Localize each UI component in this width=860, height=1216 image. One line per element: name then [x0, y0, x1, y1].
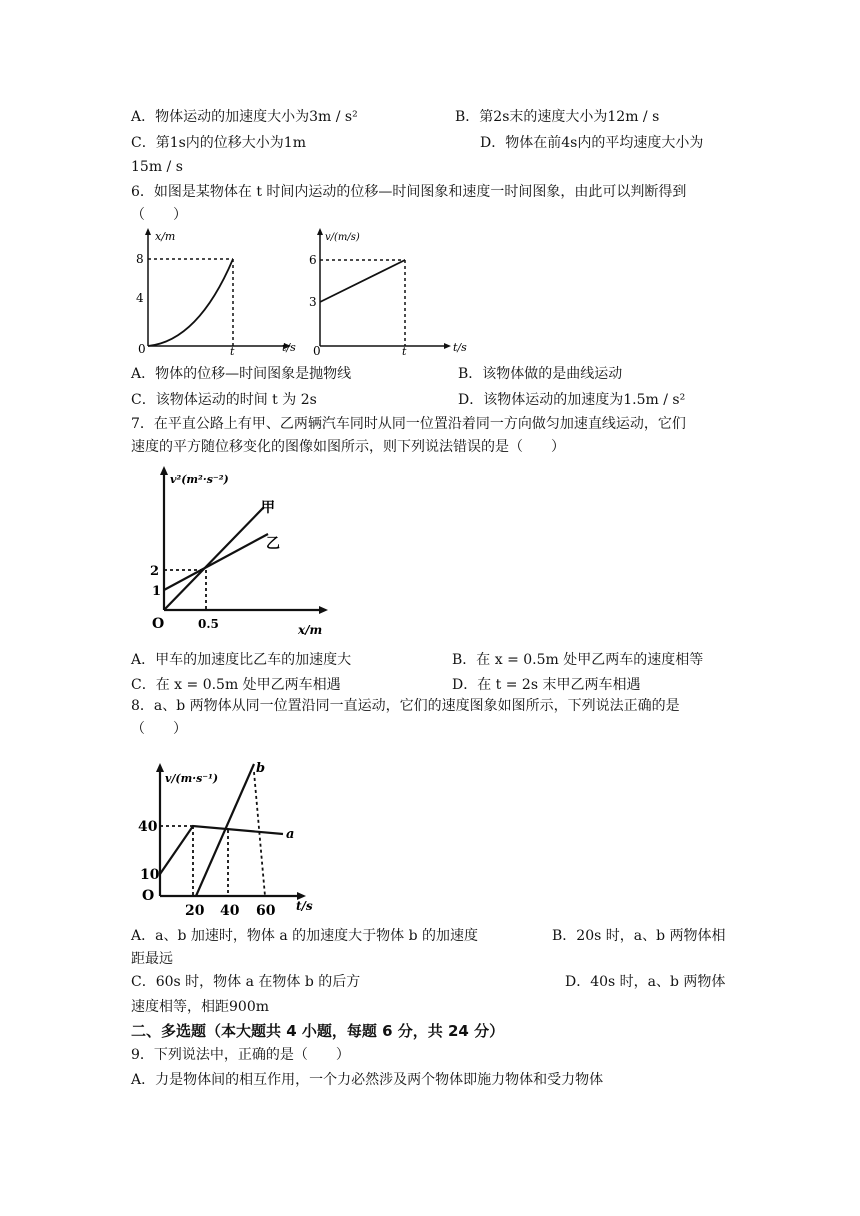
- v2x-ytick-1: 1: [152, 584, 162, 599]
- vt-ytick-6: 6: [309, 253, 317, 267]
- vt-xtick-t: t: [402, 345, 407, 358]
- section-2-heading: 二、多选题（本大题共 4 小题，每题 6 分，共 24 分）: [131, 1022, 505, 1040]
- ab-xtick-20: 20: [185, 903, 205, 919]
- v2x-xlabel: x/m: [298, 623, 323, 637]
- xt-ylabel: x/m: [155, 230, 176, 243]
- v2x-series-yi: 乙: [266, 536, 280, 552]
- ab-ytick-10: 10: [140, 867, 160, 883]
- q5-option-c: C．第1s内的位移大小为1m: [131, 135, 306, 151]
- q7-option-b: B．在 x = 0.5m 处甲乙两车的速度相等: [452, 652, 704, 668]
- vt-xlabel: t/s: [453, 341, 467, 354]
- q8-option-b: B．20s 时，a、b 两物体相: [552, 928, 726, 944]
- ab-ylabel: v/(m·s⁻¹): [165, 772, 219, 785]
- v2x-origin: O: [152, 616, 165, 632]
- ab-ytick-40: 40: [138, 819, 158, 835]
- q8-option-a: A．a、b 加速时，物体 a 的加速度大于物体 b 的加速度: [131, 928, 478, 944]
- xt-xlabel: t/s: [282, 341, 296, 354]
- xt-origin: 0: [138, 342, 146, 356]
- q5-option-a: A．物体运动的加速度大小为3m / s²: [131, 109, 358, 125]
- q6-stem: 6．如图是某物体在 t 时间内运动的位移—时间图象和速度一时间图象，由此可以判断得到: [131, 184, 687, 200]
- vt-graph: [308, 226, 478, 358]
- xt-ytick-8: 8: [136, 252, 144, 266]
- q8-stem: 8．a、b 两物体从同一位置沿同一直运动，它们的速度图象如图所示，下列说法正确的是: [131, 698, 680, 714]
- ab-graph: [138, 758, 320, 922]
- ab-series-a: a: [286, 827, 295, 842]
- q5-option-d: D．物体在前4s内的平均速度大小为: [480, 135, 704, 151]
- v2x-ytick-2: 2: [150, 564, 160, 579]
- q5-option-d-cont: 15m / s: [131, 159, 183, 175]
- q6-option-a: A．物体的位移—时间图象是抛物线: [131, 366, 352, 382]
- ab-xtick-60: 60: [256, 903, 276, 919]
- q7-stem-2: 速度的平方随位移变化的图像如图所示，则下列说法错误的是（ ）: [131, 439, 565, 455]
- v2x-series-jia: 甲: [261, 500, 275, 516]
- vt-ytick-3: 3: [309, 295, 317, 309]
- q9-stem: 9．下列说法中，正确的是（ ）: [131, 1047, 350, 1063]
- q8-option-d: D．40s 时，a、b 两物体: [565, 974, 726, 990]
- v2x-ylabel: v²(m²·s⁻²): [170, 473, 229, 486]
- ab-origin: O: [142, 888, 155, 904]
- q6-stem-paren: （ ）: [131, 207, 187, 223]
- q7-option-c: C．在 x = 0.5m 处甲乙两车相遇: [131, 677, 341, 693]
- v2x-graph: [146, 462, 336, 640]
- q8-stem-paren: （ ）: [131, 721, 187, 737]
- v2x-xtick: 0.5: [198, 617, 219, 631]
- q6-option-b: B．该物体做的是曲线运动: [458, 366, 623, 382]
- q8-option-c: C．60s 时，物体 a 在物体 b 的后方: [131, 974, 361, 990]
- q7-option-d: D．在 t = 2s 末甲乙两车相遇: [452, 677, 641, 693]
- ab-xlabel: t/s: [296, 899, 313, 913]
- q8-option-b-cont: 距最远: [131, 951, 173, 967]
- ab-series-b: b: [256, 761, 266, 776]
- xt-ytick-4: 4: [136, 291, 144, 305]
- ab-xtick-40: 40: [220, 903, 240, 919]
- q6-option-c: C．该物体运动的时间 t 为 2s: [131, 392, 317, 408]
- xt-xtick-t: t: [230, 345, 235, 358]
- q8-option-d-cont: 速度相等，相距900m: [131, 999, 269, 1015]
- q9-option-a: A．力是物体间的相互作用，一个力必然涉及两个物体即施力物体和受力物体: [131, 1072, 604, 1088]
- q6-option-d: D．该物体运动的加速度为1.5m / s²: [458, 392, 686, 408]
- vt-origin: 0: [313, 344, 321, 358]
- xt-graph: [128, 226, 298, 358]
- q5-option-b: B．第2s末的速度大小为12m / s: [455, 109, 660, 125]
- q7-stem: 7．在平直公路上有甲、乙两辆汽车同时从同一位置沿着同一方向做匀加速直线运动，它们: [131, 416, 686, 432]
- vt-ylabel: v/(m/s): [325, 232, 360, 243]
- q7-option-a: A．甲车的加速度比乙车的加速度大: [131, 652, 352, 668]
